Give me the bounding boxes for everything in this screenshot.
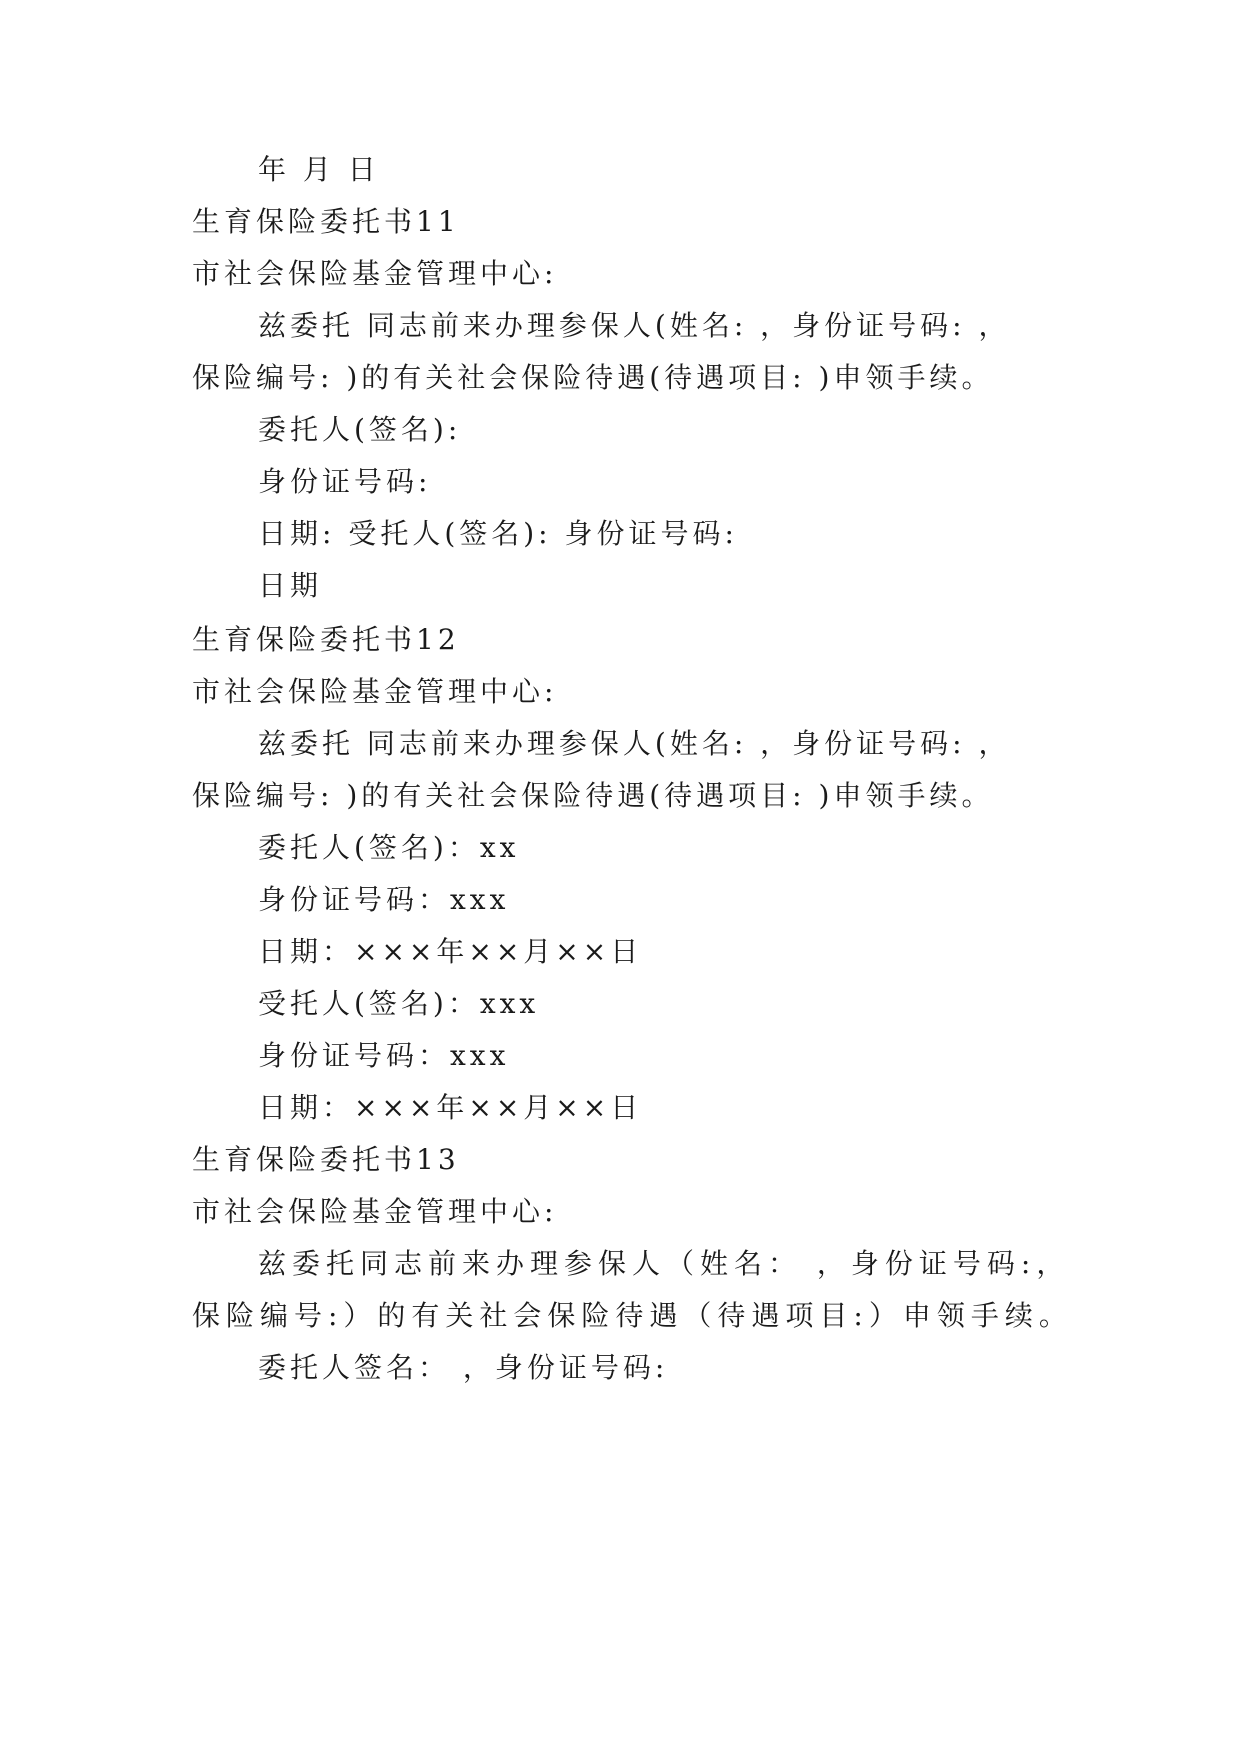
- id-number-line: 身份证号码：xxx: [258, 883, 510, 916]
- section-title-12: 生育保险委托书12: [192, 623, 460, 656]
- signer-line: 委托人(签名)：xx: [258, 831, 520, 864]
- body-line: 兹委托 同志前来办理参保人(姓名: ，身份证号码: ，: [258, 727, 1011, 760]
- body-line: 保险编号:）的有关社会保险待遇（待遇项目:）申领手续。: [192, 1299, 1073, 1332]
- date-line: 日期: [258, 569, 323, 602]
- date-line: 年 月 日: [258, 153, 380, 186]
- date-trustee-line: 日期: 受托人(签名): 身份证号码:: [258, 517, 738, 550]
- body-line: 兹委托 同志前来办理参保人(姓名: ，身份证号码: ，: [258, 309, 1011, 342]
- body-line: 保险编号: )的有关社会保险待遇(待遇项目: )申领手续。: [192, 361, 994, 394]
- section-title-13: 生育保险委托书13: [192, 1143, 460, 1176]
- recipient-line: 市社会保险基金管理中心:: [192, 1195, 558, 1228]
- date-line: 日期：×××年××月××日: [258, 935, 643, 968]
- section-title-11: 生育保险委托书11: [192, 205, 460, 238]
- id-number-line: 身份证号码：xxx: [258, 1039, 510, 1072]
- body-line: 保险编号: )的有关社会保险待遇(待遇项目: )申领手续。: [192, 779, 994, 812]
- recipient-line: 市社会保险基金管理中心:: [192, 257, 558, 290]
- signer-line: 委托人签名： ，身份证号码:: [258, 1351, 669, 1384]
- signer-line: 委托人(签名):: [258, 413, 462, 446]
- body-line: 兹委托同志前来办理参保人（姓名： ，身份证号码:，: [258, 1247, 1071, 1280]
- date-line: 日期：×××年××月××日: [258, 1091, 643, 1124]
- trustee-line: 受托人(签名)：xxx: [258, 987, 540, 1020]
- id-number-line: 身份证号码:: [258, 465, 432, 498]
- recipient-line: 市社会保险基金管理中心:: [192, 675, 558, 708]
